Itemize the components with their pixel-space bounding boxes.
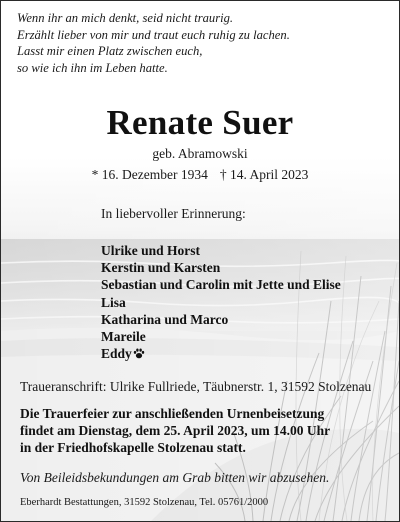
mourner: Sebastian und Carolin mit Jette und Elise: [101, 277, 341, 293]
poem-line: Wenn ihr an mich denkt, seid nicht traurig.: [17, 11, 234, 25]
poem: [17, 10, 290, 76]
mourner: Lisa: [101, 294, 126, 310]
poem-line: Erzählt lieber von mir und traut euch ruhig zu lachen.: [17, 27, 290, 42]
mourner: Kerstin und Karsten: [101, 260, 221, 276]
mourner: Katharina und Marco: [101, 311, 229, 327]
poem-line: so wie ich ihn im Leben hatte.: [17, 60, 168, 75]
mourners-list: [101, 242, 341, 362]
condolence-note: Von Beileidsbekundungen am Grab bitten wir abzusehen.: [20, 470, 330, 485]
death-date: † 14. April 2023: [219, 167, 309, 182]
service-line: in der Friedhofskapelle Stolzenau statt.: [20, 439, 246, 455]
undertaker-info: Eberhardt Bestattungen, 31592 Stolzenau, Tel. 05761/2000: [20, 497, 269, 508]
memory-line: In liebervoller Erinnerung:: [101, 206, 246, 221]
deceased-name: Renate Suer: [106, 103, 294, 142]
notice-content: [1, 1, 399, 521]
mourner: Mareile: [101, 329, 146, 345]
poem-line: Lasst mir einen Platz zwischen euch,: [17, 44, 203, 59]
mourner-with-pet: [101, 345, 341, 362]
service-line: findet am Dienstag, dem 25. April 2023, um 14.00 Uhr: [20, 422, 331, 438]
funeral-service-info: [20, 406, 330, 456]
birth-date: * 16. Dezember 1934: [91, 167, 208, 182]
service-line: Die Trauerfeier zur anschließenden Urnenbeisetzung: [20, 406, 325, 421]
mourner: Ulrike und Horst: [101, 243, 201, 258]
life-dates: [1, 167, 399, 183]
mourning-address: Traueranschrift: Ulrike Fullriede, Täubnerstr. 1, 31592 Stolzenau: [20, 379, 372, 394]
maiden-name: geb. Abramowski: [152, 146, 248, 161]
mourner: Eddy: [101, 346, 132, 362]
paw-icon: [133, 348, 145, 359]
